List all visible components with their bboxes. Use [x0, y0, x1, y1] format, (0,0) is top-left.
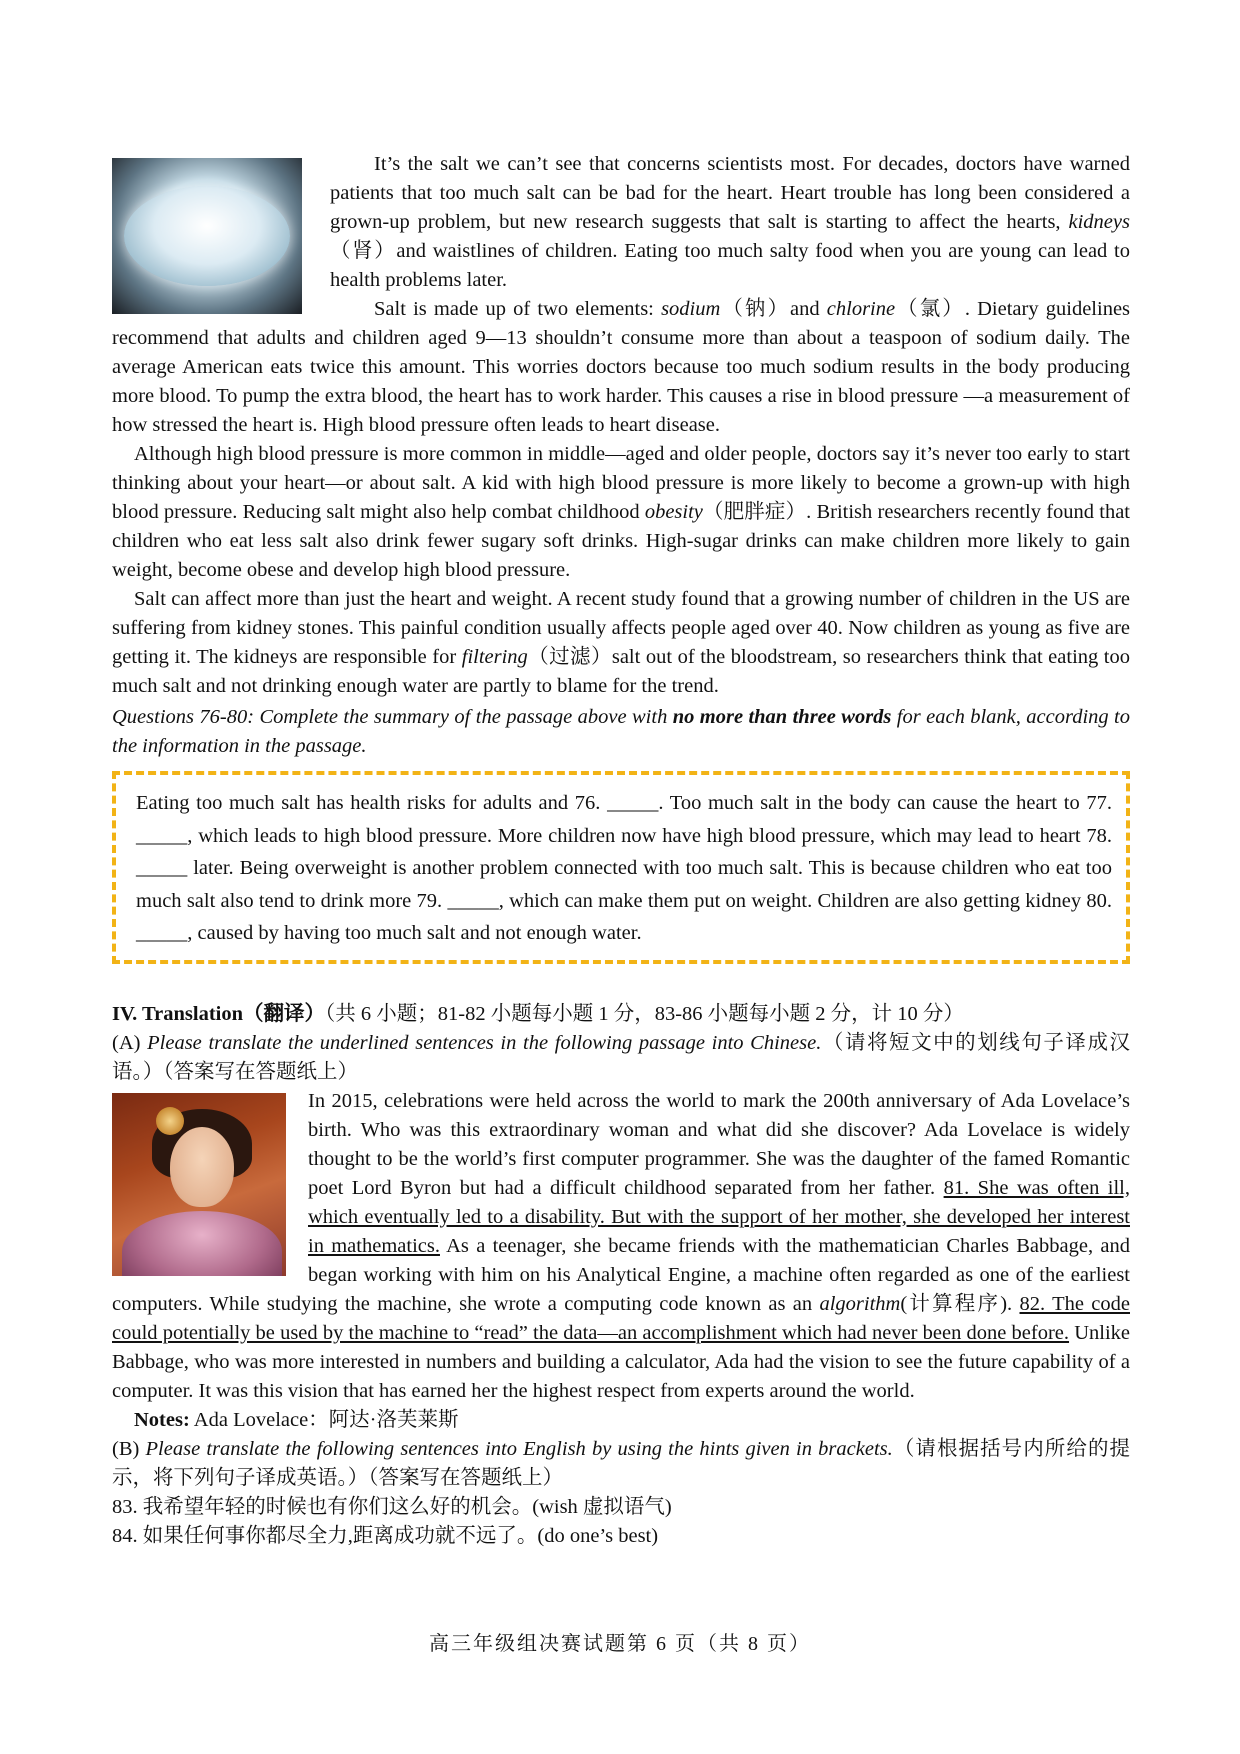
p3-text-b: . British researchers recently found that children who eat less salt also drink fewer sugary soft drinks. High-sugar drinks can make children more likely to gain weight, become obese and develop high blood pressure.	[112, 501, 1130, 581]
p2-text-b: . Dietary guidelines recommend that adults and children aged 9—13 shouldn’t consume more than about a teaspoon of sodium daily. The average American eats twice this amount. This worries doctors because too much sodium results in the body producing more blood. To pump the extra blood, the heart has to work harder. This causes a rise in blood pressure —a measurement of how stressed the heart is. High blood pressure often leads to heart disease.	[112, 298, 1131, 436]
p2-gloss2: （氯）	[895, 298, 965, 320]
p1-gloss: （肾）	[330, 240, 397, 262]
underlined-sentence-81: 81. She was often ill, which eventually led to a disability. But with the support of her mother, she developed her interest in mathematics.	[308, 1176, 1130, 1257]
questions-text-b: for each blank, according to the information in the passage.	[112, 706, 1130, 757]
p3-term: obesity	[644, 501, 703, 523]
part-b-instruction	[112, 1435, 1130, 1493]
part-a-instruction	[112, 1029, 1130, 1087]
notes-text: Ada Lovelace：阿达·洛芙莱斯	[189, 1408, 459, 1431]
notes-line	[112, 1406, 1130, 1435]
questions-bold: no more than three words	[672, 706, 892, 728]
page-footer: 高三年级组决赛试题第 6 页（共 8 页）	[429, 1633, 811, 1655]
translation-section	[112, 1000, 1130, 1551]
passage-paragraph-2	[112, 295, 1130, 440]
p4-text-b: salt out of the bloodstream, so researchers think that eating too much salt and not drinking enough water are partly to blame for the trend.	[112, 646, 1131, 697]
passage-paragraph-4	[112, 585, 1130, 701]
p2-text-a: Salt is made up of two elements:	[374, 298, 662, 320]
underlined-sentence-82: 82. The code could potentially be used by the machine to “read” the data—an accomplishment which had never been done before.	[112, 1292, 1130, 1344]
questions-text-a: Questions 76-80: Complete the summary of the passage above with	[112, 706, 673, 728]
p4-text-a: Salt can affect more than just the heart and weight. A recent study found that a growing number of children in the US are suffering from kidney stones. This painful condition usually affects people aged over 40. Now children as young as five are getting it. The kidneys are responsible for	[112, 588, 1130, 668]
salt-bowl-shape	[124, 186, 290, 286]
ada-text-b: As a teenager, she became friends with the mathematician Charles Babbage, and began working with him on his Analytical Engine, a machine often regarded as one of the earliest computers. While studying the machine, she wrote a computing code known as an	[112, 1234, 1130, 1315]
p1-text-a: It’s the salt we can’t see that concerns scientists most. For decades, doctors have warned patients that too much salt can be bad for the heart. Heart trouble has long been considered a grown-up problem, but new research suggests that salt is starting to affect the hearts,	[330, 153, 1130, 233]
summary-text: Eating too much salt has health risks for adults and 76. _____. Too much salt in the body can cause the heart to 77. _____, which leads to high blood pressure. More children now have high blood pressure, which may lead to heart 78. _____ later. Being overweight is another problem connected with too much salt. This is because children who eat too much salt also tend to drink more 79. _____, which can make them put on weight. Children are also getting kidney 80. _____, caused by having too much salt and not enough water.	[136, 792, 1112, 944]
translation-heading	[112, 1000, 1130, 1029]
page-content	[112, 150, 1130, 1551]
ada-term: algorithm	[819, 1292, 901, 1315]
summary-box	[112, 771, 1130, 964]
p1-term: kidneys	[1068, 211, 1130, 233]
p3-text-a: Although high blood pressure is more common in middle—aged and older people, doctors say it’s never too early to start thinking about your heart—or about salt. A kid with high blood pressure is more likely to become a grown-up with high blood pressure. Reducing salt might also help combat childhood	[112, 443, 1130, 523]
p2-term2: chlorine	[826, 298, 896, 320]
p3-gloss: （肥胖症）	[702, 501, 807, 523]
p4-term: filtering	[461, 646, 528, 668]
part-a-chinese: （请将短文中的划线句子译成汉语。）（答案写在答题纸上）	[112, 1031, 1130, 1083]
passage-paragraph-3	[112, 440, 1130, 585]
salt-bowl-image	[112, 158, 302, 314]
portrait-flower	[156, 1107, 184, 1135]
question-84: 84. 如果任何事你都尽全力,距离成功就不远了。(do one’s best)	[112, 1524, 659, 1547]
translation-heading-note: （共 6 小题；81-82 小题每小题 1 分，83-86 小题每小题 2 分，计 10 分）	[325, 1002, 964, 1025]
ada-text-a: In 2015, celebrations were held across the world to mark the 200th anniversary of Ada Lovelace’s birth. Who was this extraordinary woman and what did she discover? Ada Lovelace is widely thought to be the world’s first computer programmer. She was the daughter of the famed Romantic poet Lord Byron but had a difficult childhood separated from her father.	[308, 1089, 1130, 1199]
ada-gloss: (计算程序).	[900, 1292, 1020, 1315]
question-83: 83. 我希望年轻的时候也有你们这么好的机会。(wish 虚拟语气)	[112, 1495, 672, 1518]
part-a-label: (A)	[112, 1031, 148, 1054]
portrait-dress	[122, 1211, 282, 1276]
ada-lovelace-portrait	[112, 1093, 286, 1276]
translation-heading-title: IV. Translation（翻译）	[112, 1002, 326, 1025]
p2-term1: sodium	[661, 298, 721, 320]
notes-label: Notes:	[134, 1408, 190, 1431]
p2-text-mid: and	[790, 298, 827, 320]
part-a-english: Please translate the underlined sentences in the following passage into Chinese.	[147, 1031, 822, 1054]
p4-gloss: （过滤）	[527, 646, 612, 668]
ada-text-c: Unlike Babbage, who was more interested in numbers and building a calculator, Ada had the vision to see the future capability of a computer. It was this vision that has earned her the highest respect from experts around the world.	[112, 1321, 1130, 1402]
part-b-label: (B)	[112, 1437, 146, 1460]
portrait-face	[170, 1127, 234, 1207]
p1-text-b: and waistlines of children. Eating too much salty food when you are young can lead to health problems later.	[330, 240, 1130, 291]
part-b-english: Please translate the following sentences into English by using the hints given in brackets.	[145, 1437, 893, 1460]
questions-instruction	[112, 703, 1130, 761]
part-b-chinese: （请根据括号内所给的提示，将下列句子译成英语。）（答案写在答题纸上）	[112, 1437, 1131, 1489]
p2-gloss1: （钠）	[720, 298, 790, 320]
